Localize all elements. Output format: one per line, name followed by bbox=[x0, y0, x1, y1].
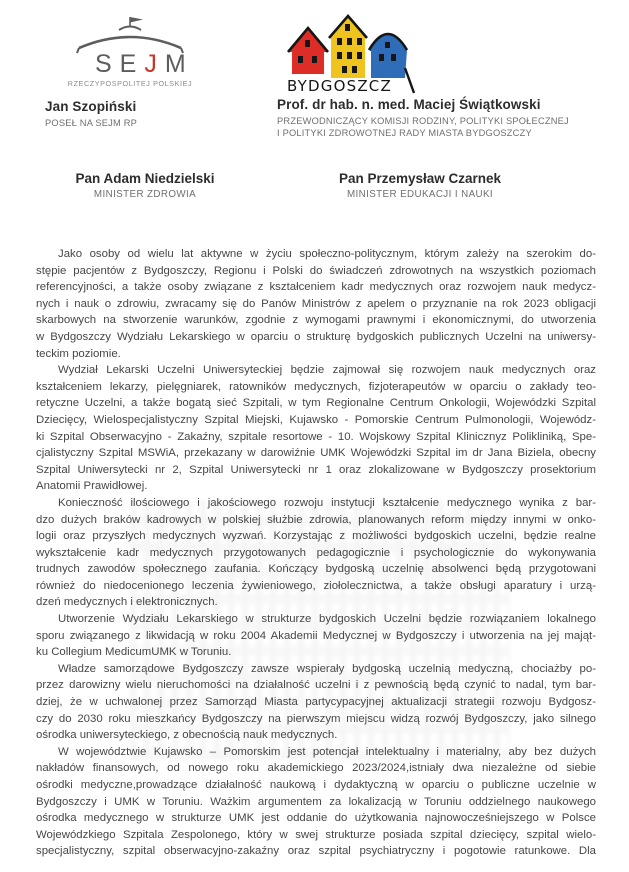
svg-text:SEJM: SEJM bbox=[95, 50, 194, 78]
body-line: dzeń medycznych i elektronicznych. bbox=[36, 596, 218, 609]
sejm-logo bbox=[45, 14, 277, 94]
letterhead bbox=[0, 0, 629, 139]
addressee-name: Pan Przemysław Czarnek bbox=[338, 171, 502, 186]
body-line: nakładów finansowych, od nowego roku akademickiego 2023/2024,istniały dwa niezależne od siebie bbox=[36, 762, 596, 775]
body-line: trudnych zawodów społecznego zaufania. Kończący bydgoską uczelnię absolwenci będą przygotowani bbox=[36, 563, 596, 576]
addressee-minister-zdrowia bbox=[35, 171, 255, 200]
body-line: ośrodki medyczne,prowadzące działalność naukową i dydaktyczną w oparciu o publiczne uczelnie w bbox=[36, 779, 596, 791]
body-line: specjalistyczny, szpital obserwacyjno-zakaźny oraz szpital psychiatryczny i pogotowie ratunkowe. Dla bbox=[36, 845, 596, 858]
addressees bbox=[0, 171, 629, 200]
body-line: dziej, że w uchwalonej przez Samorząd Miasta partycypacyjnej aktualizacji strategii rozwoju Bydgosz- bbox=[36, 696, 596, 709]
body-line: kształceniem lekarzy, pielęgniarek, ratowników medycznych, fizjoterapeutów w oparciu o zakłady teo- bbox=[36, 380, 596, 393]
body-line: sporu związanego z likwidacją w roku 2004 Akademii Medycznej w Bydgoszczy i utworzenia na jej mająt- bbox=[36, 629, 596, 642]
bydgoszcz-logo bbox=[277, 12, 607, 92]
sender-title-right bbox=[277, 115, 607, 139]
body-line: W województwie Kujawsko – Pomorskim jest potencjał intelektualny i materialny, aby bez dużych bbox=[58, 745, 596, 758]
sender-title-right-line1: PRZEWODNICZĄCY KOMISJI RODZINY, POLITYKI SPOŁECZNEJ bbox=[277, 116, 569, 126]
body-line: Wydział Lekarski Uczelni Uniwersyteckiej będzie zajmował się rozwojem nauk medycznych oraz bbox=[58, 364, 596, 377]
body-line: stępie pacjentów z Bydgoszczy, Regionu i Polski do świadczeń zdrowotnych na wszystkich poziomach bbox=[36, 264, 596, 277]
body-line: ku Collegium MedicumUMK w Toruniu. bbox=[36, 646, 232, 659]
body-line: Dziecięcy, Wielospecjalistyczny Szpital Miejski, Kujawsko - Pomorskie Centrum Pulmonologii, Wojewódz- bbox=[36, 413, 596, 426]
sender-title-left: POSEŁ NA SEJM RP bbox=[45, 118, 138, 128]
body-line: Wojewódzkiego Szpitala Zespolonego, który w swej strukturze posiada szpital dziecięcy, szpital wielo- bbox=[36, 828, 596, 841]
body-line: Jako osoby od wielu lat aktywne w życiu społeczno-politycznym, którym zależy na szerokim do- bbox=[58, 248, 596, 260]
body-line: skarbowych na stworzenie warunków, zgodnie z wymogami prawnymi i ekonomicznymi, do utworzenia bbox=[36, 314, 596, 327]
body-line: Szpital Uniwersytecki nr 2, Szpital Uniwersytecki nr 1 oraz zlokalizowane w Bydgoszczy prosektorium bbox=[36, 463, 596, 476]
body-line: Władze samorządowe Bydgoszczy zawsze wspierały bydgoską uczelnią medyczną, chociażby po- bbox=[58, 662, 596, 675]
sender-name-left: Jan Szopiński bbox=[45, 99, 137, 114]
svg-text:BYDGOSZCZ: BYDGOSZCZ bbox=[287, 77, 392, 94]
body-line: teckim poziomie. bbox=[36, 347, 121, 360]
addressee-title: MINISTER EDUKACJI I NAUKI bbox=[346, 189, 494, 200]
body-line: referencyjności, a także osoby związane z kształceniem kadr medycznych oraz rozwojem nauk medycz- bbox=[36, 281, 596, 294]
body-line: w Bydgoszczy Wydziału Lekarskiego w oparciu o strukturę bydgoskich publicznych Uczelni na uniwersy- bbox=[36, 330, 596, 343]
body-line: ki Szpital Obserwacyjno - Zakaźny, szpitale resortowe - 10. Wojskowy Szpital Klinicznyz Polikliniką, Spe- bbox=[36, 430, 596, 443]
body-line: również do niedocenionego leczenia żywieniowego, ziołolecznictwa, a także obsługi aparatury i urzą- bbox=[36, 579, 596, 592]
addressee-name: Pan Adam Niedzielski bbox=[75, 171, 215, 186]
body-line: dzo dużych braków kadrowych w polskiej służbie zdrowia, planowanych reform między innymi w onko- bbox=[36, 513, 596, 526]
body-line: czy do 2030 roku mieszkańcy Bydgoszczy na pierwszym miejscu widzą rozwój Bydgoszczy, jako silnego bbox=[36, 712, 596, 725]
sender-title-right-line2: I POLITYKI ZDROWOTNEJ RADY MIASTA BYDGOSZCZY bbox=[277, 128, 532, 138]
body-line: Konieczność ilościowego i jakościowego rozwoju instytucji kształcenie medycznego wynika z bar- bbox=[58, 496, 596, 509]
body-line: logii oraz przyszłych medycznych wyzwań. Korzystając z możliwości bydgoskich uczelni, będzie realne bbox=[36, 530, 596, 543]
svg-text:RZECZYPOSPOLITEJ POLSKIEJ: RZECZYPOSPOLITEJ POLSKIEJ bbox=[67, 79, 193, 88]
addressee-minister-edukacji bbox=[305, 171, 535, 200]
sejm-dome-icon bbox=[55, 14, 205, 92]
body-line: wykształcenie kadr medycznych przygotowanych pedagogicznie i psychologicznie do wykonywania bbox=[36, 546, 596, 559]
body-line: ośrodka uniwersyteckiego, z obecnością nauk medycznych. bbox=[36, 729, 338, 742]
body-line: Bydgoszczy i UMK w Toruniu. Ważkim argumentem za lokalizacją w Toruniu oddzielnego naukowego bbox=[36, 795, 596, 808]
body-line: nych i nauk o zdrowiu, zwracamy się do Panów Ministrów z apelem o przyznanie na rok 2023 obligacji bbox=[36, 297, 596, 310]
body-line: ośrodka medycznego w strukturze UMK jest oddanie do użytkowania najnowocześniejszego w Polsce bbox=[36, 812, 596, 825]
body-line: Anatomii Prawidłowej. bbox=[36, 480, 148, 493]
body-line: retyczne Uczelni, a także bogatą sieć Szpitali, w tym Regionalne Centrum Onkologii, Wojewódzki Szpital bbox=[36, 397, 596, 410]
sender-name-right: Prof. dr hab. n. med. Maciej Świątkowski bbox=[277, 97, 541, 112]
letterhead-left bbox=[45, 14, 277, 139]
body-line: cjalistyczny Szpital MSWiA, przekazany w darowiźnie UMK Wojewódzki Szpital im dr Jana Biziela, obecny bbox=[36, 447, 596, 460]
letter-body bbox=[36, 246, 596, 860]
body-line: przez darowizny wielu nieruchomości na działalność uczelni i z pewnością będą czynić to nadal, tym bar- bbox=[36, 679, 596, 692]
body-line: Utworzenie Wydziału Lekarskiego w strukturze bydgoskich Uczelni będzie rozwiązaniem lokalnego bbox=[58, 613, 596, 626]
letterhead-right bbox=[277, 14, 607, 139]
addressee-title: MINISTER ZDROWIA bbox=[93, 189, 197, 200]
bydgoszcz-houses-icon bbox=[285, 12, 417, 94]
